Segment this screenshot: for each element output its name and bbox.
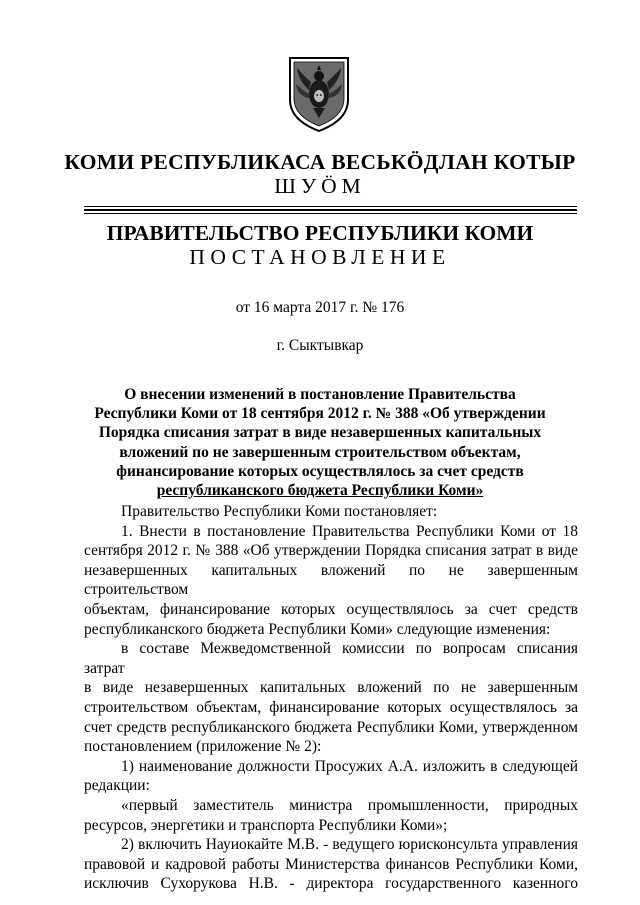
document-type: ПОСТАНОВЛЕНИЕ [189,245,451,269]
title-line: Порядка списания затрат в виде незавершенных капитальных [98,424,542,442]
title-line: О внесении изменений в постановление Правительства [124,386,516,403]
title-line: финансирование которых осуществлялось за счет средств [116,462,524,480]
government-name: ПРАВИТЕЛЬСТВО РЕСПУБЛИКИ КОМИ [106,221,534,245]
body-line: Правительство Республики Коми постановляет: [121,503,438,520]
body-line: объектам, финансирование которых осуществлялось за счет средств [84,600,578,618]
header-divider [84,209,577,211]
body-line: 2) включить Науиокайте М.В. - ведущего юрисконсульта управления [121,836,578,854]
komi-document-type: ШУӦМ [274,174,366,198]
body-line: 1. Внести в постановление Правительства Республики Коми от 18 [121,522,578,540]
coat-of-arms-emblem [284,54,354,134]
body-line: счет средств республиканского бюджета Республики Коми, утвержденном [84,718,578,736]
document-body [84,502,578,894]
title-line: республиканского бюджета Республики Коми» [156,482,484,500]
body-line: редакции: [84,777,150,795]
header-divider [84,206,577,207]
document-city: г. Сыктывкар [276,337,364,354]
body-line: правовой и кадровой работы Министерства финансов Республики Коми, [84,855,578,873]
body-line: «первый заместитель министра промышленности, природных [121,796,578,814]
body-line: сентября 2012 г. № 388 «Об утверждении Порядка списания затрат в виде [84,542,578,560]
body-line: строительством объектам, финансирование которых осуществлялось за [84,698,578,716]
body-line: республиканского бюджета Республики Коми» следующие изменения: [84,620,551,638]
body-line: в виде незавершенных капитальных вложений по не завершенным [84,679,578,697]
body-line: ресурсов, энергетики и транспорта Республики Коми»; [84,816,448,834]
body-line: исключив Сухорукова Н.В. - директора государственного казенного [84,875,578,893]
komi-government-name: КОМИ РЕСПУБЛИКАСА ВЕСЬКӦДЛАН КОТЫР [64,150,576,174]
body-line: в составе Межведомственной комиссии по вопросам списания затрат [84,640,578,677]
body-line: 1) наименование должности Просужих А.А. изложить в следующей [121,757,578,775]
resolution-title [60,385,580,500]
title-line: Республики Коми от 18 сентября 2012 г. № 388 «Об утверждении [94,405,546,423]
body-line: незавершенных капитальных вложений по не завершенным строительством [84,561,578,599]
title-line: вложений по не завершенным строительством объектам, [119,443,521,461]
header-divider [84,213,577,214]
body-line: постановлением (приложение № 2): [84,738,322,756]
document-date-number: от 16 марта 2017 г. № 176 [235,299,405,316]
